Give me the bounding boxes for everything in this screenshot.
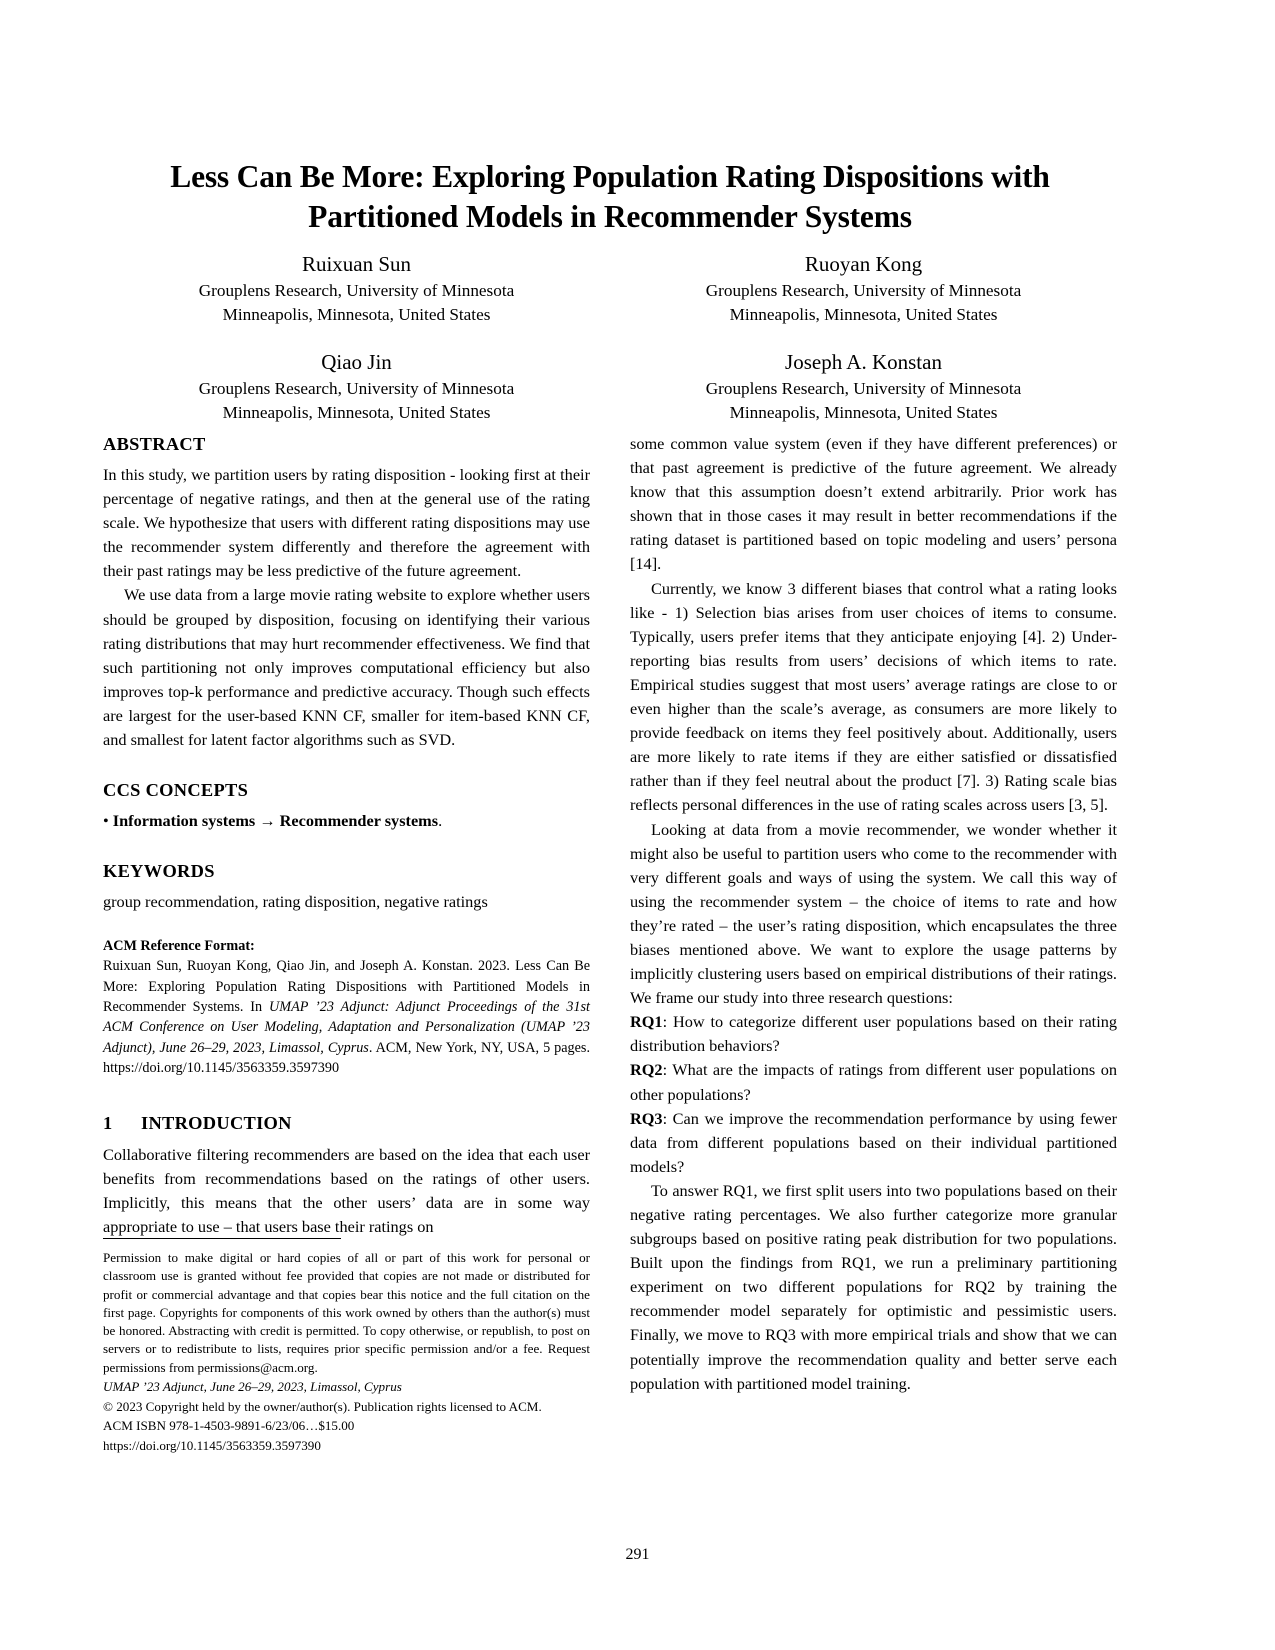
introduction-paragraph-2: Currently, we know 3 different biases that control what a rating looks like - 1) Selection bias arises from user choices of items to consume. Typically, users prefer items that they anticipate enjoying [4]. 2) Under-reporting bias results from users’ decisions of which items to rate. Empirical studies suggest that most users’ average ratings are close to or even higher than the scale’s average, as consumers are more likely to provide feedback on items they feel positively about. Additionally, users are more likely to rate items if they are either satisfied or dissatisfied rather than if they feel neutral about the product [7]. 3) Rating scale bias reflects personal differences in the use of rating scales across users [3, 5]. [630, 578, 1117, 815]
section-title: INTRODUCTION [141, 1113, 292, 1134]
permission-statement: Permission to make digital or hard copies of all or part of this work for personal or classroom use is granted without fee provided that copies are not made or distributed for profit or commercial advantage and that copies bear this notice and the full citation on the first page. Copyrights for components of this work owned by others than the author(s) must be honored. Abstracting with credit is permitted. To copy otherwise, or republish, to post on servers or to redistribute to lists, requires prior specific permission and/or a fee. Request permissions from permissions@acm.org. [103, 1250, 590, 1375]
author-affiliation: Grouplens Research, University of Minnesota [198, 379, 515, 398]
author-location: Minneapolis, Minnesota, United States [729, 403, 998, 422]
page-title: Less Can Be More: Exploring Population Rating Dispositions with Partitioned Models in Recommender Systems [170, 159, 1050, 234]
keywords-heading: KEYWORDS [103, 861, 215, 882]
author-entry [103, 250, 610, 327]
ccs-period: . [438, 811, 443, 831]
author-name: Ruixuan Sun [301, 252, 412, 276]
left-column [103, 432, 590, 1240]
keywords-list: group recommendation, rating disposition, negative ratings [103, 892, 488, 912]
author-name: Qiao Jin [321, 350, 392, 374]
rq2-text: : What are the impacts of ratings from different user populations on other populations? [630, 1060, 1117, 1104]
footnote-metadata [103, 1377, 590, 1455]
author-entry [610, 250, 1117, 327]
author-affiliation: Grouplens Research, University of Minnesota [705, 281, 1022, 300]
page-number: 291 [625, 1546, 650, 1563]
rq1-text: : How to categorize different user populations based on their rating distribution behaviors? [630, 1012, 1117, 1056]
ccs-bullet: • [103, 811, 109, 831]
introduction-paragraph-1: Collaborative filtering recommenders are based on the idea that each user benefits from recommendations based on the ratings of other users. Implicitly, this means that the other users’ data are in some way appropriate to use – that users base their ratings on [103, 1145, 590, 1237]
rq3-text: : Can we improve the recommendation performance by using fewer data from different populations based on their individual partitioned models? [630, 1108, 1117, 1176]
research-question-3 [630, 1107, 1117, 1179]
abstract-heading: ABSTRACT [103, 434, 206, 454]
ccs-primary-concept: Information systems [112, 811, 256, 831]
research-question-1 [630, 1010, 1117, 1058]
acm-reference-part2: . ACM, New York, NY, USA, 5 pages. https://doi.org/10.1145/3563359.3597390 [103, 1039, 591, 1076]
research-question-2 [630, 1058, 1117, 1106]
introduction-paragraph-1-continued: some common value system (even if they have different preferences) or that past agreement is predictive of the future agreement. We already know that this assumption doesn’t extend arbitrarily. Prior work has shown that in those cases it may result in better recommendations if the rating dataset is partitioned based on topic modeling and users’ persona [14]. [630, 434, 1117, 574]
rq2-label: RQ2 [630, 1060, 663, 1080]
author-location: Minneapolis, Minnesota, United States [222, 305, 491, 324]
doi-link[interactable]: https://doi.org/10.1145/3563359.3597390 [103, 1437, 321, 1453]
conference-name: UMAP ’23 Adjunct, June 26–29, 2023, Limassol, Cyprus [103, 1379, 402, 1395]
section-number: 1 [103, 1113, 113, 1134]
ccs-secondary-concept: Recommender systems [279, 811, 439, 831]
copyright-line: © 2023 Copyright held by the owner/author(s). Publication rights licensed to ACM. [103, 1398, 542, 1414]
author-name: Joseph A. Konstan [785, 350, 942, 374]
author-location: Minneapolis, Minnesota, United States [729, 305, 998, 324]
author-affiliation: Grouplens Research, University of Minnesota [705, 379, 1022, 398]
abstract-paragraph-2: We use data from a large movie rating website to explore whether users should be grouped by disposition, focusing on identifying their various rating distributions that may hurt recommender effectiveness. We find that such partitioning not only improves computational efficiency but also improves top-k performance and predictive accuracy. Though such effects are largest for the user-based KNN CF, smaller for item-based KNN CF, and smallest for latent factor algorithms such as SVD. [103, 585, 590, 750]
title-block [103, 157, 1117, 237]
footnote-divider [103, 1238, 341, 1239]
right-column [630, 432, 1117, 1396]
author-entry [610, 348, 1117, 425]
author-location: Minneapolis, Minnesota, United States [222, 403, 491, 422]
isbn-line: ACM ISBN 978-1-4503-9891-6/23/06…$15.00 [103, 1418, 355, 1434]
rq3-label: RQ3 [630, 1108, 663, 1128]
acm-reference-format [103, 936, 590, 1078]
author-block [103, 250, 1117, 446]
introduction-heading [103, 1111, 590, 1135]
acm-reference-part1: Ruixuan Sun, Ruoyan Kong, Qiao Jin, and Joseph A. Konstan. 2023. Less Can Be More: Exploring Population Rating Dispositions with Partitioned Models in Recommender Systems. In [103, 958, 590, 1016]
introduction-paragraph-4: To answer RQ1, we first split users into two populations based on their negative rating percentages. We also further categorize more granular subgroups based on positive rating peak distribution for two populations. Built upon the findings from RQ1, we run a preliminary partitioning experiment on two different populations for RQ2 by training the recommender model separately for optimistic and pessimistic users. Finally, we move to RQ3 with more empirical trials and show that we can potentially improve the recommendation quality and better serve each population with partitioned model training. [630, 1180, 1117, 1393]
copyright-footnote [103, 1238, 590, 1455]
author-entry [103, 348, 610, 425]
acm-reference-venue: UMAP ’23 Adjunct: Adjunct Proceedings of the 31st ACM Conference on User Modeling, Adaptation and Personalization (UMAP ’23 Adjunct), June 26–29, 2023, Limassol, Cyprus [103, 999, 590, 1056]
introduction-paragraph-3: Looking at data from a movie recommender, we wonder whether it might also be useful to partition users who come to the recommender with very different goals and ways of using the system. We call this way of using the recommender system – the choice of items to rate and how they’re rated – the user’s rating disposition, which encapsulates the three biases mentioned above. We want to explore the usage patterns by implicitly clustering users based on empirical distributions of their ratings. We frame our study into three research questions: [630, 819, 1117, 1008]
author-name: Ruoyan Kong [804, 252, 923, 276]
author-affiliation: Grouplens Research, University of Minnesota [198, 281, 515, 300]
rq1-label: RQ1 [630, 1012, 663, 1032]
ccs-heading: CCS CONCEPTS [103, 780, 249, 801]
ccs-arrow-icon: → [259, 811, 276, 831]
abstract-paragraph-1: In this study, we partition users by rating disposition - looking first at their percentage of negative ratings, and then at the general use of the rating scale. We hypothesize that users with different rating dispositions may use the recommender system differently and therefore the agreement with their past ratings may be less predictive of the future agreement. [103, 465, 590, 581]
ccs-concepts-line [103, 809, 590, 833]
acm-reference-heading: ACM Reference Format: [103, 938, 255, 955]
